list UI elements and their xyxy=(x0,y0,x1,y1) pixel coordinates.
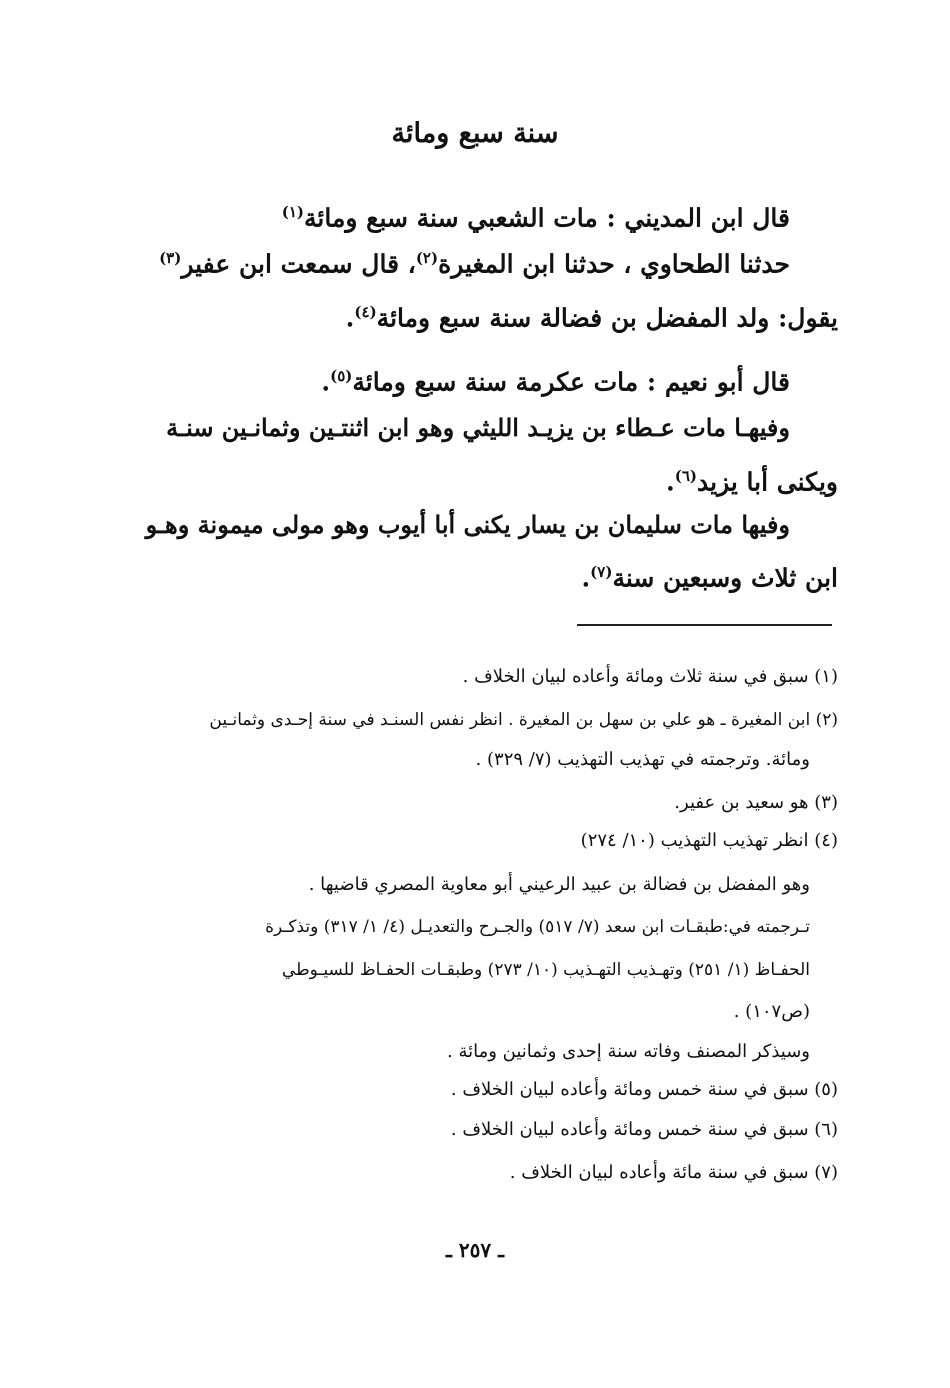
body-line-8 xyxy=(118,552,838,598)
footnote-ref-7[interactable]: (٧) xyxy=(590,563,613,581)
footnote-7: (٧) سبق في سنة مائة وأعاده لبيان الخلاف . xyxy=(509,1162,838,1183)
footnote-2: (٢) ابن المغيرة ـ هو علي بن سهل بن المغيرة . انظر نفس السنـد في سنة إحـدى وثمانـين xyxy=(209,710,838,730)
footnote-4-line5: (ص١٠٧) . xyxy=(733,1001,810,1022)
body-line-2b-text: ، قال سمعت ابن عفير xyxy=(181,249,416,279)
body-line-5-text: وفيهـا مات عـطاء بن يزيـد الليثي وهو ابن اثنتـين وثمانـين سنـة xyxy=(166,413,790,442)
body-line-3-end: . xyxy=(345,303,355,333)
body-line-8-text: ابن ثلاث وسبعين سنة xyxy=(612,563,838,593)
footnote-3: (٣) هو سعيد بن عفير. xyxy=(674,792,838,813)
body-line-1-text: قال ابن المديني : مات الشعبي سنة سبع ومائة xyxy=(304,203,790,233)
body-line-7 xyxy=(100,505,790,545)
body-line-4-end: . xyxy=(321,367,331,397)
body-line-8-end: . xyxy=(581,563,591,593)
body-line-4-text: قال أبو نعيم : مات عكرمة سنة سبع ومائة xyxy=(352,367,790,397)
footnote-ref-1[interactable]: (١) xyxy=(281,203,304,221)
footnote-ref-5[interactable]: (٥) xyxy=(330,367,353,385)
footnote-4-line2: وهو المفضل بن فضالة بن عبيد الرعيني أبو معاوية المصري قاضيها . xyxy=(308,874,810,895)
footnote-4: (٤) انظر تهذيب التهذيب (١٠/ ٢٧٤) xyxy=(580,830,838,851)
footnote-4-line3: تـرجمته في:طبقـات ابن سعد (٧/ ٥١٧) والجـرح والتعديـل (٤/ ١/ ٣١٧) وتذكـرة xyxy=(265,917,810,937)
footnote-1: (١) سبق في سنة ثلاث ومائة وأعاده لبيان الخلاف . xyxy=(462,666,838,687)
footnote-4-line4: الحفـاظ (١/ ٢٥١) وتهـذيب التهـذيب (١٠/ ٢٧٣) وطبقـات الحفـاظ للسيـوطي xyxy=(281,960,810,980)
body-line-6-text: ويكنى أبا يزيد xyxy=(697,467,838,497)
footnote-5: (٥) سبق في سنة خمس ومائة وأعاده لبيان الخلاف . xyxy=(450,1079,838,1100)
body-line-2 xyxy=(70,238,790,284)
body-line-3 xyxy=(118,292,838,338)
footnote-4-line6: وسيذكر المصنف وفاته سنة إحدى وثمانين ومائة . xyxy=(447,1041,810,1062)
body-line-2-text: حدثنا الطحاوي ، حدثنا ابن المغيرة xyxy=(438,249,790,279)
footnote-6: (٦) سبق في سنة خمس ومائة وأعاده لبيان الخلاف . xyxy=(450,1119,838,1140)
footnote-ref-3[interactable]: (٣) xyxy=(159,249,182,267)
body-line-6 xyxy=(118,456,838,502)
page-number: ـ ٢٥٧ ـ xyxy=(446,1238,504,1262)
body-line-3-text: يقول: ولد المفضل بن فضالة سنة سبع ومائة xyxy=(376,303,838,333)
body-line-6-end: . xyxy=(666,467,675,497)
footnote-ref-2[interactable]: (٢) xyxy=(415,249,439,267)
footnote-separator xyxy=(577,624,832,626)
body-line-1 xyxy=(70,192,790,238)
body-line-4 xyxy=(70,356,790,402)
footnote-2-cont: ومائة. وترجمته في تهذيب التهذيب (٧/ ٣٢٩) . xyxy=(475,749,810,770)
footnote-ref-6[interactable]: (٦) xyxy=(674,467,698,485)
footnote-ref-4[interactable]: (٤) xyxy=(354,303,377,321)
page-title: سنة سبع ومائة xyxy=(391,118,559,149)
body-line-7-text: وفيها مات سليمان بن يسار يكنى أبا أيوب وهو مولى ميمونة وهـو xyxy=(145,510,790,539)
body-line-5 xyxy=(100,408,790,448)
